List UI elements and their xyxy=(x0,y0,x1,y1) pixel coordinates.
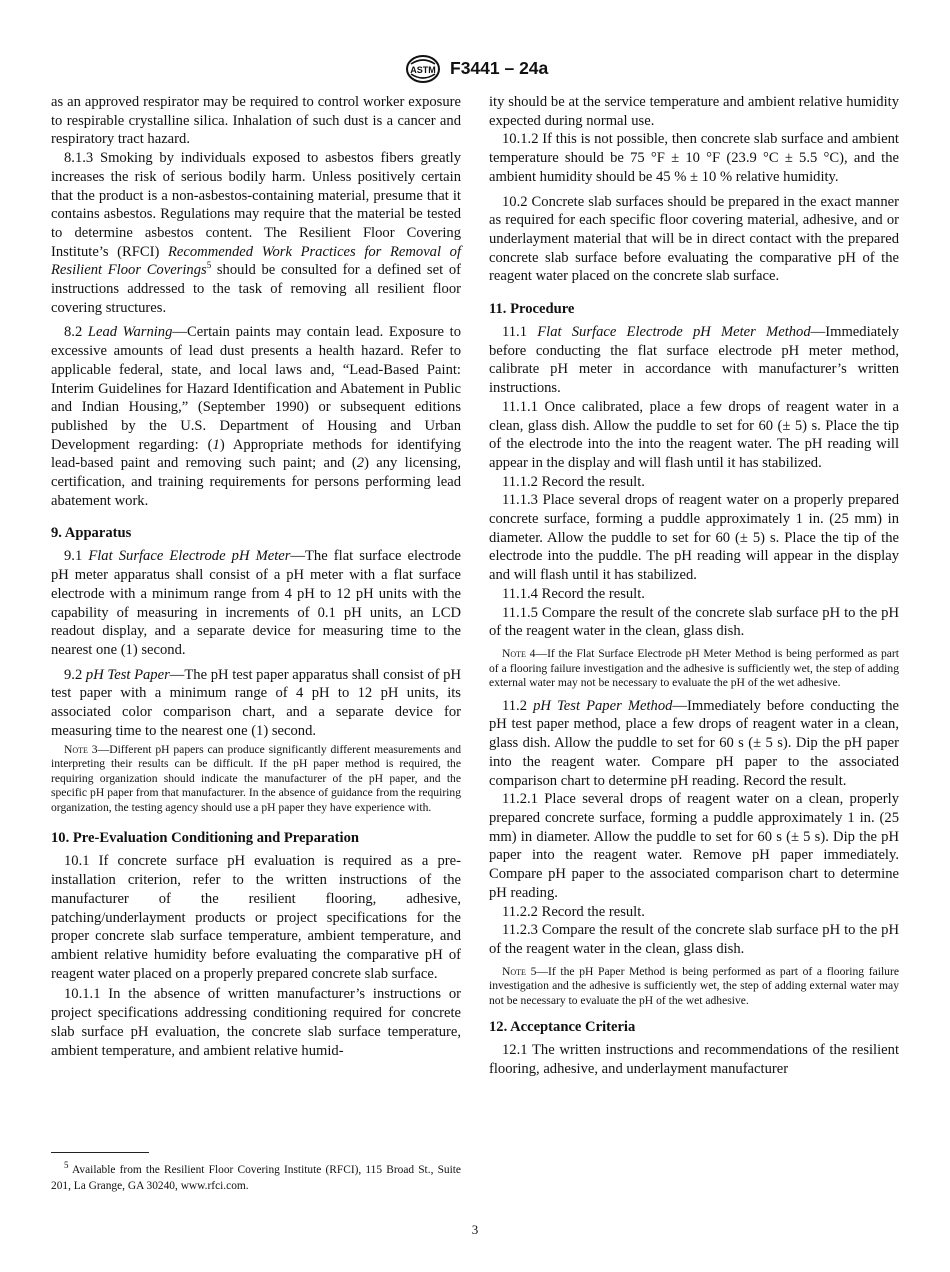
page-number: 3 xyxy=(471,1222,479,1237)
paragraph-10-1: 10.1 If concrete surface pH evaluation is required as a pre-installation criterion, refer to the written instructions of the manufacturer of the resilient flooring, adhesive, patching/underlayment products or project specifications for the proper concrete slab surface temperature, ambient temperature, and ambient relative humidity before evaluating the comparative pH of reagent water placed on a properly prepared concrete slab surface. xyxy=(51,853,461,982)
footnote-divider xyxy=(51,1152,149,1153)
section-heading-9: 9. Apparatus xyxy=(51,525,132,542)
section-heading-10: 10. Pre-Evaluation Conditioning and Preparation xyxy=(51,830,359,847)
paragraph-11-2-1: 11.2.1 Place several drops of reagent water on a clean, properly prepared concrete surface, forming a puddle approximately 1 in. (25 mm) in diameter. Allow the puddle to set for 60 s (± 5 s). Dip the pH paper into the reagent water. Remove pH paper immediately. Compare pH paper to the associated comparison chart to determine pH reading. xyxy=(489,791,899,901)
paragraph-11-1-5: 11.1.5 Compare the result of the concrete slab surface pH to the pH of the reagent water in the clean, glass dish. xyxy=(489,604,899,640)
paragraph-8-1-3: 8.1.3 Smoking by individuals exposed to asbestos fibers greatly increases the risk of serious bodily harm. Unless positively certain that the product is a non-asbestos-containing material, presume that it contains asbestos. Regulations may require that the material be tested to determine asbestos content. The Resilient Floor Covering Institute’s (RFCI) Recommended Work Practices for Removal of Resilient Floor Coverings$^5$ should be consulted for a defined set of instructions addressed to the task of removing all resilient floor covering structures. xyxy=(51,150,462,316)
paragraph-8-2: 8.2 Lead Warning—Certain paints may contain lead. Exposure to excessive amounts of lead dust presents a health hazard. Refer to applicable federal, state, and local laws and, “Lead-Based Paint: Interim Guidelines for Hazard Identification and Abatement in Public and Indian Housing,” (September 1990) or subsequent editions published by the U.S. Department of Housing and Urban Development regarding: (1) Appropriate methods for identifying lead-based paint and removing such paint; and (2) any licensing, certification, and training requirements for persons performing lead abatement work. xyxy=(51,324,462,509)
paragraph-11-2-3: 11.2.3 Compare the result of the concrete slab surface pH to the pH of the reagent water in the clean, glass dish. xyxy=(489,922,899,957)
paragraph-10-1-1: 10.1.1 In the absence of written manufacturer’s instructions or project specifications addressing conditioning required for concrete slab surface pH evaluation, the concrete slab surface temperature, ambient temperature, and ambient relative humid- xyxy=(51,986,461,1059)
paragraph-9-1: 9.1 Flat Surface Electrode pH Meter—The flat surface electrode pH meter apparatus shall consist of a pH meter with a flat surface electrode with a minimum range from 4 pH to 12 pH units with the capability of measuring in increments of 0.1 pH units, an LCD readout display, and a separate device for measuring time to the nearest one (1) second. xyxy=(51,548,461,658)
paragraph: ity should be at the service temperature and ambient relative humidity expected during normal use. xyxy=(489,94,899,129)
paragraph-11-1-4: 11.1.4 Record the result. xyxy=(502,585,645,602)
paragraph-10-1-2: 10.1.2 If this is not possible, then concrete slab surface and ambient temperature should be 75 °F ± 10 °F (23.9 °C ± 5.5 °C), and the ambient humidity should be 45 % ± 10 % relative humidity. xyxy=(489,131,899,185)
paragraph-11-1-2: 11.1.2 Record the result. xyxy=(502,473,645,490)
paragraph-11-1-1: 11.1.1 Once calibrated, place a few drops of reagent water in a clean, glass dish. Allow the puddle to set for 60 (± 5) s. Place the tip of the electrode into the into the reagent water. The pH reading will appear in the display and will flash until it has stabilized. xyxy=(489,398,899,471)
astm-logo-icon xyxy=(405,54,441,84)
left-column xyxy=(51,93,461,1060)
paragraph-12-1: 12.1 The written instructions and recommendations of the resilient flooring, adhesive, and underlayment manufacturer xyxy=(489,1042,899,1078)
paragraph-11-1: 11.1 Flat Surface Electrode pH Meter Method—Immediately before conducting the flat surface electrode pH meter method, calibrate pH meter in accordance with manufacturer’s written instructions. xyxy=(489,324,899,397)
paragraph-9-2: 9.2 pH Test Paper—The pH test paper apparatus shall consist of pH test paper with a minimum range of 4 pH to 12 pH units, its associated color comparison chart, and a separate device for measuring time to the nearest one (1) second. xyxy=(51,666,461,739)
section-heading-12: 12. Acceptance Criteria xyxy=(489,1019,636,1036)
footnote-5: $^5$ Available from the Resilient Floor Covering Institute (RFCI), 115 Broad St., Suite 201, La Grange, GA 30240, www.rfci.com. xyxy=(51,1160,461,1192)
paragraph-11-2-2: 11.2.2 Record the result. xyxy=(502,903,645,920)
paragraph: as an approved respirator may be required to control worker exposure to respirable crystalline silica. Inhalation of such dust is a cancer and respiratory tract hazard. xyxy=(51,94,461,148)
paragraph-11-1-3: 11.1.3 Place several drops of reagent water on a properly prepared concrete surface, forming a puddle approximately 1 in. (25 mm) in diameter. Allow the puddle to set for 60 (± 5) s. Place the tip of the electrode into the puddle. The pH reading will appear in the display and will flash until it has stabilized. xyxy=(489,492,899,584)
section-heading-11: 11. Procedure xyxy=(489,301,575,318)
paragraph-11-2: 11.2 pH Test Paper Method—Immediately before conducting the pH test paper method, place a few drops of reagent water in a clean, glass dish. Allow the puddle to set for 60 s (± 5 s). Dip the pH paper into the reagent water. Compare pH paper to the associated comparison chart to determine pH reading. Record the result. xyxy=(489,697,899,789)
page-header xyxy=(0,54,950,86)
note-5: Note 5—If the pH Paper Method is being performed as part of a flooring failure investigation and the adhesive is sufficiently wet, the step of adding external water may not be necessary to evaluate the pH of the wet adhesive. xyxy=(489,964,899,1007)
paragraph-10-2: 10.2 Concrete slab surfaces should be prepared in the exact manner as required for each specific floor covering material, adhesive, and or underlayment material that will be in direct contact with the prepared concrete slab surface before evaluating the comparative pH of the reagent water placed on the concrete slab surface. xyxy=(489,193,899,285)
right-column xyxy=(489,93,899,1079)
note-3: Note 3—Different pH papers can produce significantly different measurements and interpreting their results can be difficult. If the pH paper method is required, the requiring organization should indicate the manufacturer of the pH paper, and the specific pH paper from that manufacturer. In the absence of guidance from the requiring organization, the testing agency should use a pH paper they have experience with. xyxy=(51,742,461,814)
note-4: Note 4—If the Flat Surface Electrode pH Meter Method is being performed as part of a flooring failure investigation and the adhesive is sufficiently wet, the step of adding external water may not be necessary to evaluate the pH of the wet adhesive. xyxy=(489,646,899,690)
document-designation: F3441 – 24a xyxy=(450,58,549,78)
svg-text:ASTM: ASTM xyxy=(410,65,436,75)
